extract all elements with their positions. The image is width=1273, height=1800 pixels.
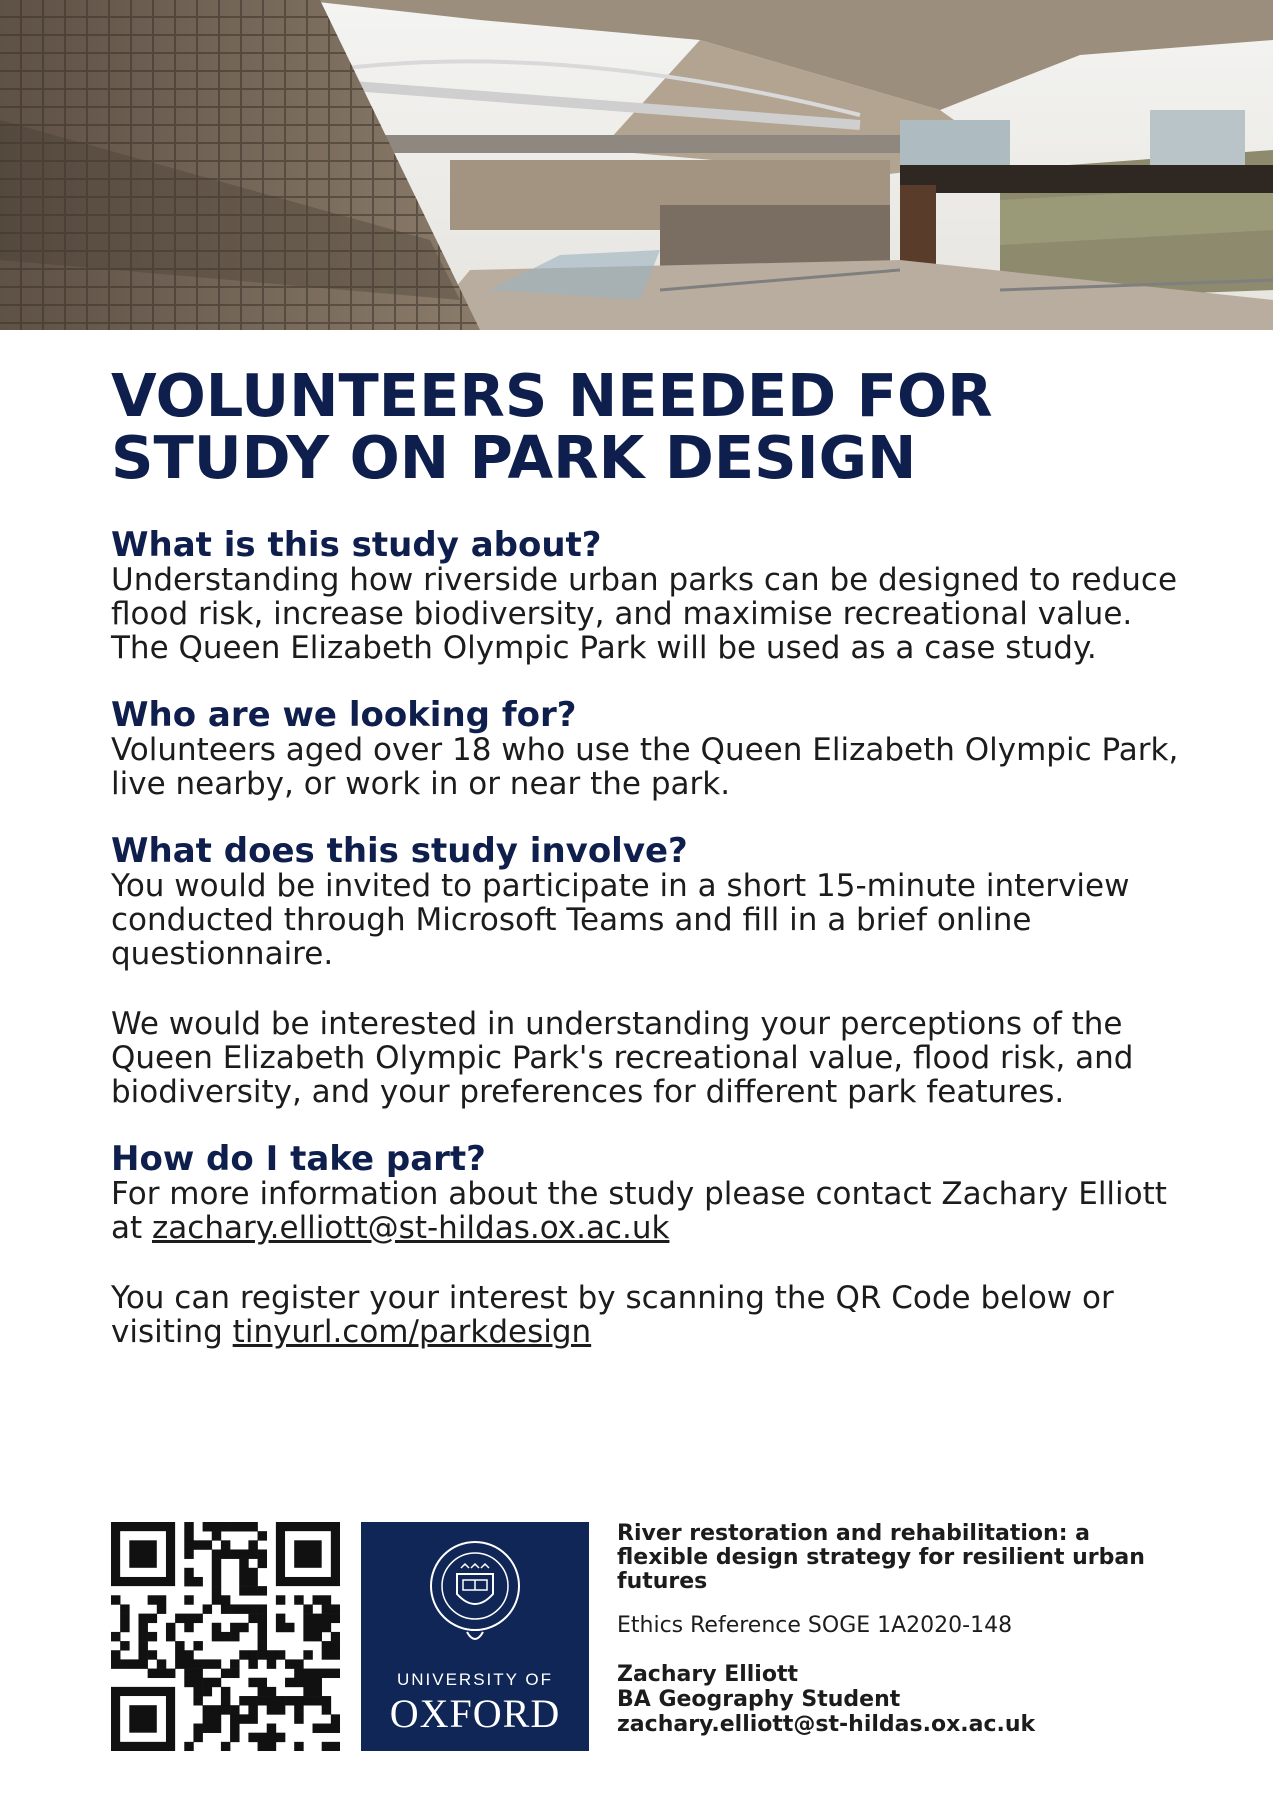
oxford-crest-icon bbox=[427, 1536, 523, 1656]
register-paragraph bbox=[111, 1281, 1191, 1349]
contact-email-link[interactable]: zachary.elliott@st-hildas.ox.ac.uk bbox=[152, 1210, 670, 1246]
main-content bbox=[111, 361, 1191, 1381]
contact-role: BA Geography Student bbox=[617, 1687, 901, 1712]
page-title: VOLUNTEERS NEEDED FOR STUDY ON PARK DESIGN bbox=[111, 361, 993, 492]
university-of-text: UNIVERSITY OF bbox=[396, 1670, 554, 1689]
section-heading: What is this study about? bbox=[111, 525, 602, 565]
hero-photo bbox=[0, 0, 1273, 330]
footer bbox=[111, 1522, 1191, 1752]
section-heading: How do I take part? bbox=[111, 1139, 486, 1179]
contact-email[interactable]: zachary.elliott@st-hildas.ox.ac.uk bbox=[617, 1712, 1036, 1737]
project-title: River restoration and rehabilitation: a flexible design strategy for resilient urban futures bbox=[617, 1521, 1145, 1594]
section-involve bbox=[111, 833, 1191, 1109]
section-take-part bbox=[111, 1141, 1191, 1349]
oxford-text: OXFORD bbox=[389, 1691, 561, 1736]
register-link[interactable]: tinyurl.com/parkdesign bbox=[232, 1314, 592, 1350]
section-heading: What does this study involve? bbox=[111, 831, 688, 871]
contact-paragraph bbox=[111, 1177, 1191, 1245]
ethics-reference: Ethics Reference SOGE 1A2020-148 bbox=[617, 1613, 1013, 1638]
section-text: We would be interested in understanding your perceptions of the Queen Elizabeth Olympic Park's recreational value, flood risk, and biodiversity, and your preferences for different park features. bbox=[111, 1006, 1134, 1110]
section-text: Understanding how riverside urban parks can be designed to reduce flood risk, increase biodiversity, and maximise recreational value. The Queen Elizabeth Olympic Park will be used as a case study. bbox=[111, 562, 1178, 666]
section-about bbox=[111, 527, 1191, 665]
project-info bbox=[617, 1522, 1177, 1737]
section-who bbox=[111, 697, 1191, 801]
qr-code[interactable] bbox=[111, 1522, 340, 1751]
oxford-logo bbox=[361, 1522, 589, 1751]
contact-text: For more information about the study please contact Zachary Elliott at bbox=[111, 1176, 1167, 1246]
register-text: You can register your interest by scanning the QR Code below or visiting bbox=[111, 1280, 1114, 1350]
section-heading: Who are we looking for? bbox=[111, 695, 577, 735]
section-text: Volunteers aged over 18 who use the Queen Elizabeth Olympic Park, live nearby, or work in or near the park. bbox=[111, 732, 1179, 802]
section-text: You would be invited to participate in a short 15-minute interview conducted through Microsoft Teams and fill in a brief online questionnaire. bbox=[111, 868, 1130, 972]
contact-name: Zachary Elliott bbox=[617, 1662, 798, 1687]
